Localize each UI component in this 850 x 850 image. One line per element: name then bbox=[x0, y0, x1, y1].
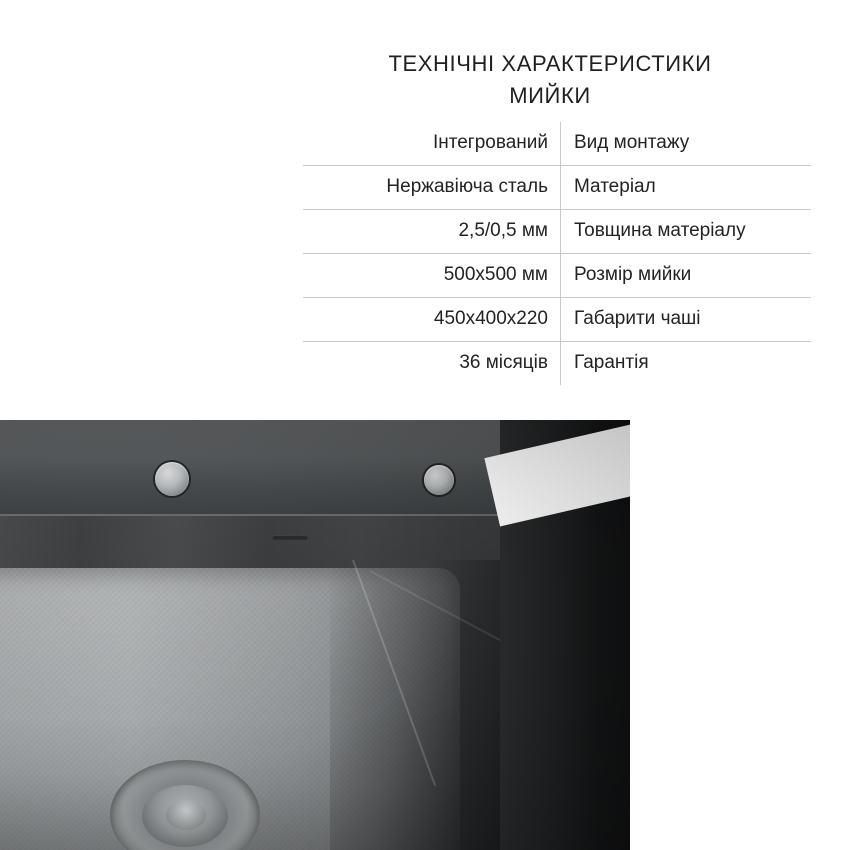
spec-label-thickness: Товщина матеріалу bbox=[561, 210, 812, 254]
specifications-table bbox=[303, 122, 811, 385]
page-title-line-2: МИЙКИ bbox=[509, 82, 591, 108]
spec-label-material: Матеріал bbox=[561, 166, 812, 210]
table-row bbox=[303, 122, 811, 166]
bowl-right-wall bbox=[330, 560, 510, 850]
spec-value-warranty: 36 місяців bbox=[459, 352, 548, 373]
overflow-slot bbox=[272, 535, 308, 540]
sink-rim bbox=[0, 420, 550, 516]
spec-value-bowl-dimensions: 450x400x220 bbox=[303, 298, 561, 342]
table-row bbox=[303, 166, 811, 210]
specifications-table-body bbox=[303, 122, 811, 385]
faucet-hole-left-icon bbox=[155, 462, 189, 496]
photo-background-right bbox=[630, 420, 850, 850]
spec-value-thickness: 2,5/0,5 мм bbox=[303, 210, 561, 254]
specifications-panel bbox=[0, 0, 850, 420]
spec-value-sink-size: 500x500 мм bbox=[303, 254, 561, 298]
spec-value-material: Нержавіюча сталь bbox=[303, 166, 561, 210]
table-row bbox=[303, 342, 811, 386]
spec-label-mount-type: Вид монтажу bbox=[561, 122, 812, 166]
page-title bbox=[280, 48, 820, 112]
spec-value-mount-type: Інтегрований bbox=[303, 122, 561, 166]
drain-core bbox=[166, 800, 206, 830]
page-title-line-1: ТЕХНІЧНІ ХАРАКТЕРИСТИКИ bbox=[388, 51, 712, 76]
spec-label-warranty: Гарантія bbox=[561, 342, 812, 386]
product-photo bbox=[0, 420, 850, 850]
table-row bbox=[303, 254, 811, 298]
faucet-hole-right-icon bbox=[424, 465, 454, 495]
spec-label-bowl-dimensions: Габарити чаші bbox=[561, 298, 812, 342]
spec-label-sink-size: Розмір мийки bbox=[561, 254, 812, 298]
table-row bbox=[303, 210, 811, 254]
table-row bbox=[303, 298, 811, 342]
